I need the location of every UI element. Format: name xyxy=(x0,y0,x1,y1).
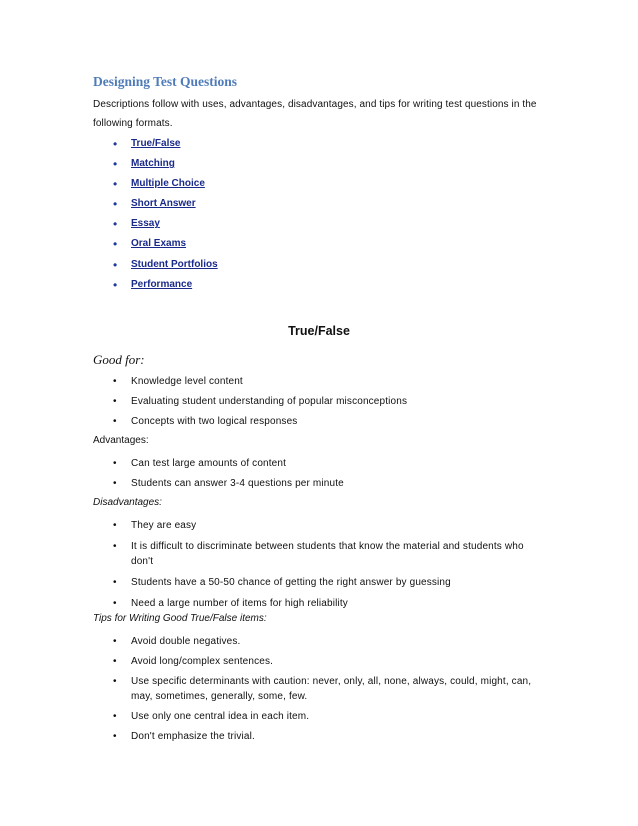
disadvantages-label: Disadvantages: xyxy=(93,497,162,508)
list-item: • Evaluating student understanding of popular misconceptions xyxy=(113,396,408,407)
format-link-matching[interactable]: Matching xyxy=(131,158,175,170)
list-item: • Need a large number of items for high reliability xyxy=(113,598,348,609)
list-item: • Use specific determinants with caution: never, only, all, none, always, could, might, can, may, sometimes, generally, some, few. xyxy=(113,676,532,702)
disadvantages-list xyxy=(113,518,543,611)
advantages-label: Advantages: xyxy=(93,435,149,446)
list-item: • Students have a 50-50 chance of getting the right answer by guessing xyxy=(113,577,451,588)
bullet-icon: • xyxy=(113,396,117,407)
bullet-icon: • xyxy=(113,237,118,252)
bullet-icon: • xyxy=(113,598,117,609)
bullet-icon: • xyxy=(113,257,118,272)
advantages-list xyxy=(113,456,543,491)
format-link-short-answer[interactable]: Short Answer xyxy=(131,198,196,210)
list-item: • Don't emphasize the trivial. xyxy=(113,731,255,742)
list-item: • They are easy xyxy=(113,520,197,531)
bullet-icon: • xyxy=(113,731,117,742)
page-title: Designing Test Questions xyxy=(93,74,238,89)
bullet-icon: • xyxy=(113,376,117,387)
format-link-multiple-choice[interactable]: Multiple Choice xyxy=(131,178,205,190)
format-link-essay[interactable]: Essay xyxy=(131,218,160,230)
tips-list xyxy=(113,634,543,744)
bullet-icon: • xyxy=(113,656,117,667)
bullet-icon: • xyxy=(113,137,118,151)
bullet-icon: • xyxy=(113,177,118,192)
list-item: • Use only one central idea in each item. xyxy=(113,711,310,722)
bullet-icon: • xyxy=(113,577,117,588)
list-item: • It is difficult to discriminate between students that know the material and students who don't xyxy=(113,541,524,567)
bullet-icon: • xyxy=(113,636,117,647)
intro-paragraph: Descriptions follow with uses, advantages, disadvantages, and tips for writing test questions in the following formats. xyxy=(93,99,537,129)
bullet-icon: • xyxy=(113,277,118,292)
bullet-icon: • xyxy=(113,416,117,427)
list-item: • Can test large amounts of content xyxy=(113,458,287,469)
list-item: • Knowledge level content xyxy=(113,376,243,387)
bullet-icon: • xyxy=(113,541,117,552)
bullet-icon: • xyxy=(113,711,117,722)
format-link-oral-exams[interactable]: Oral Exams xyxy=(131,238,187,250)
list-item: • Avoid long/complex sentences. xyxy=(113,656,274,667)
bullet-icon: • xyxy=(113,157,118,172)
format-link-student-portfolios[interactable]: Student Portfolios xyxy=(131,258,218,270)
tips-label: Tips for Writing Good True/False items: xyxy=(93,613,267,624)
bullet-icon: • xyxy=(113,478,117,489)
good-for-label: Good for: xyxy=(93,352,145,367)
format-link-performance[interactable]: Performance xyxy=(131,278,193,290)
list-item: • Concepts with two logical responses xyxy=(113,416,298,427)
section-heading: True/False xyxy=(288,324,350,338)
list-item: • Avoid double negatives. xyxy=(113,636,241,647)
bullet-icon: • xyxy=(113,520,117,531)
bullet-icon: • xyxy=(113,217,118,232)
good-for-list xyxy=(113,374,543,429)
format-link-true-false[interactable]: True/False xyxy=(131,138,181,149)
bullet-icon: • xyxy=(113,458,117,469)
list-item: • Students can answer 3-4 questions per minute xyxy=(113,478,344,489)
bullet-icon: • xyxy=(113,676,117,687)
bullet-icon: • xyxy=(113,197,118,212)
